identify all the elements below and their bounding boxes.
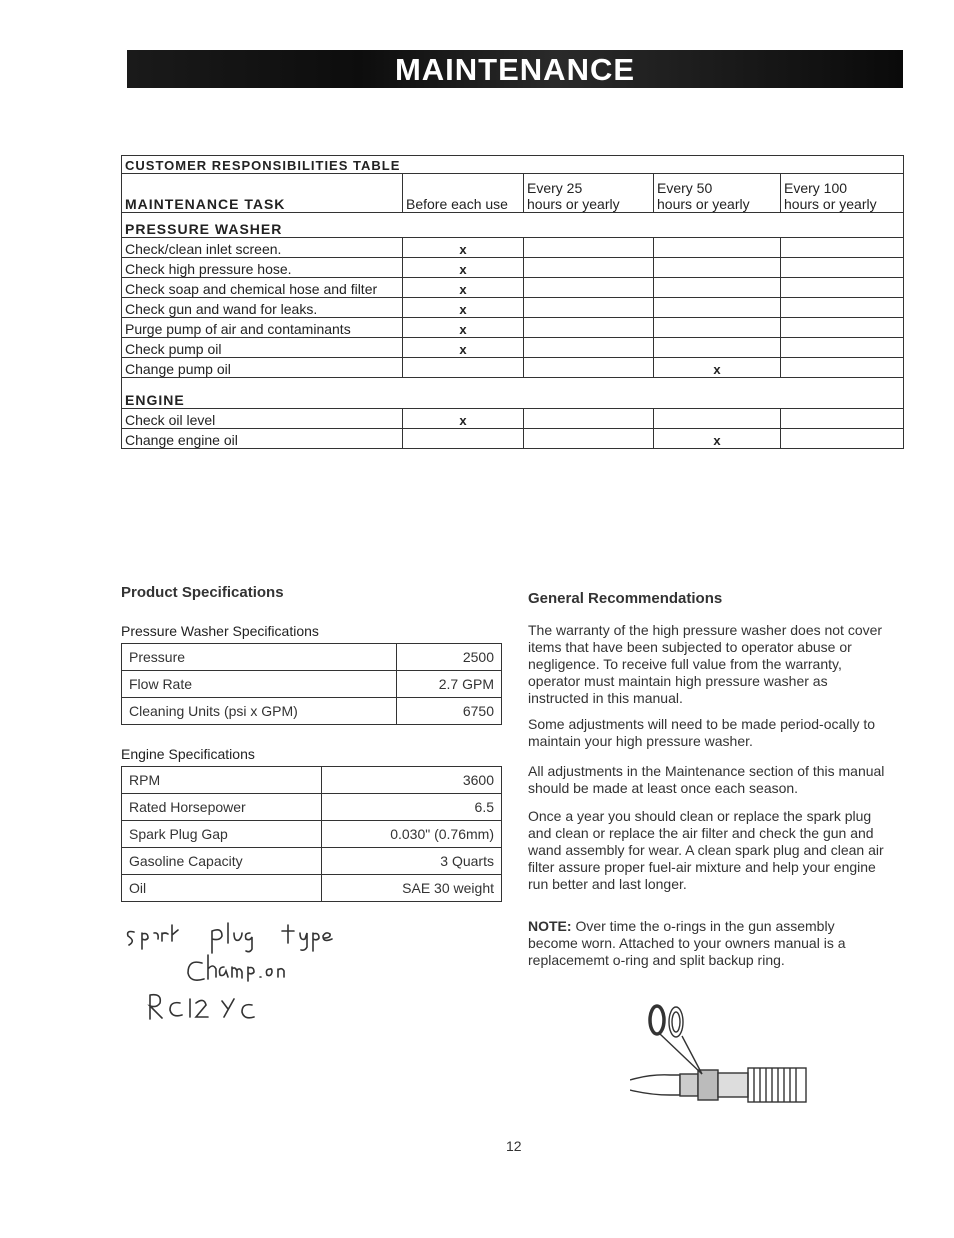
table-row <box>122 318 904 338</box>
task-cell: Check high pressure hose. <box>122 258 403 278</box>
note-paragraph <box>528 918 888 969</box>
column-header-top: Every 25 <box>527 180 583 196</box>
schedule-mark-cell <box>781 409 904 429</box>
schedule-mark-cell <box>654 318 781 338</box>
spec-row <box>122 671 502 698</box>
schedule-mark-cell <box>781 358 904 378</box>
task-cell: Purge pump of air and contaminants <box>122 318 403 338</box>
task-cell: Change pump oil <box>122 358 403 378</box>
column-header-bottom: hours or yearly <box>784 196 877 212</box>
column-header <box>524 174 654 213</box>
pressure-washer-specs-table <box>121 643 502 725</box>
table-row <box>122 278 904 298</box>
spec-value: 3600 <box>321 767 501 794</box>
schedule-mark-cell <box>781 238 904 258</box>
spec-label: Pressure <box>122 644 397 671</box>
schedule-mark-cell <box>781 298 904 318</box>
schedule-mark-cell <box>781 429 904 449</box>
column-header-bottom: hours or yearly <box>657 196 750 212</box>
product-specs-heading: Product Specifications <box>121 584 284 601</box>
schedule-mark-cell <box>524 238 654 258</box>
column-header <box>403 174 524 213</box>
schedule-mark-cell: x <box>403 238 524 258</box>
maintenance-table-body <box>122 156 904 449</box>
column-header <box>781 174 904 213</box>
header-banner <box>127 50 903 88</box>
maintenance-table <box>121 155 904 449</box>
pressure-washer-specs-heading: Pressure Washer Specifications <box>121 623 319 639</box>
task-cell: Change engine oil <box>122 429 403 449</box>
schedule-mark-cell <box>654 258 781 278</box>
engine-specs-heading: Engine Specifications <box>121 746 255 762</box>
table-row <box>122 258 904 278</box>
warranty-paragraph: The warranty of the high pressure washer does not cover items that have been subjected to operator abuse or negligence. To receive full value from the warranty, operator must maintain high pressure washer as instructed in this manual. <box>528 622 883 706</box>
gun-assembly-illustration <box>630 1000 810 1110</box>
schedule-mark-cell <box>524 338 654 358</box>
spec-row <box>122 794 502 821</box>
column-header <box>122 174 403 213</box>
table-caption: CUSTOMER RESPONSIBILITIES TABLE <box>122 156 904 174</box>
general-recommendations-heading: General Recommendations <box>528 590 723 607</box>
section-heading: PRESSURE WASHER <box>122 213 904 238</box>
column-header-bottom: MAINTENANCE TASK <box>125 196 286 212</box>
spec-value: 3 Quarts <box>321 848 501 875</box>
engine-specs-table <box>121 766 502 902</box>
table-row <box>122 298 904 318</box>
note-text: Over time the o-rings in the gun assembly become worn. Attached to your owners manual is a replacememt o-ring and split backup ring. <box>528 918 846 968</box>
schedule-mark-cell <box>781 278 904 298</box>
schedule-mark-cell <box>524 258 654 278</box>
task-cell: Check oil level <box>122 409 403 429</box>
note-label: NOTE: <box>528 918 572 934</box>
column-header-bottom: hours or yearly <box>527 196 620 212</box>
column-header-top: Every 100 <box>784 180 848 196</box>
table-row <box>122 409 904 429</box>
spec-label: Flow Rate <box>122 671 397 698</box>
table-row <box>122 338 904 358</box>
schedule-mark-cell <box>654 298 781 318</box>
spec-label: RPM <box>122 767 322 794</box>
spec-value: 6.5 <box>321 794 501 821</box>
schedule-mark-cell: x <box>403 338 524 358</box>
adjustments-paragraph: Some adjustments will need to be made period-ocally to maintain your high pressure washer. <box>528 716 876 749</box>
spec-value: 6750 <box>396 698 501 725</box>
schedule-mark-cell: x <box>403 278 524 298</box>
spec-row <box>122 848 502 875</box>
schedule-mark-cell: x <box>403 258 524 278</box>
spec-value: SAE 30 weight <box>321 875 501 902</box>
schedule-mark-cell: x <box>403 298 524 318</box>
spec-label: Gasoline Capacity <box>122 848 322 875</box>
schedule-mark-cell: x <box>403 409 524 429</box>
schedule-mark-cell <box>524 429 654 449</box>
spec-row <box>122 644 502 671</box>
o-ring-icon <box>650 1006 664 1034</box>
schedule-mark-cell <box>524 278 654 298</box>
seasonal-paragraph: All adjustments in the Maintenance section of this manual should be made at least once each season. <box>528 763 885 796</box>
handwritten-note <box>120 915 420 1030</box>
spark-plug-paragraph: Once a year you should clean or replace the spark plug and clean or replace the air filter and check the gun and wand assembly for wear. A clean spark plug and clean air filter assure proper fuel-air mixture and help your engine run better and last longer. <box>528 808 884 892</box>
task-cell: Check soap and chemical hose and filter <box>122 278 403 298</box>
page-title: MAINTENANCE <box>394 52 636 87</box>
schedule-mark-cell <box>524 409 654 429</box>
schedule-mark-cell <box>781 318 904 338</box>
schedule-mark-cell <box>403 429 524 449</box>
schedule-mark-cell <box>654 409 781 429</box>
spec-value: 2500 <box>396 644 501 671</box>
spec-label: Oil <box>122 875 322 902</box>
page-number: 12 <box>506 1138 522 1154</box>
spec-label: Rated Horsepower <box>122 794 322 821</box>
schedule-mark-cell <box>654 338 781 358</box>
spec-row <box>122 821 502 848</box>
table-header-row <box>122 174 904 213</box>
schedule-mark-cell <box>524 358 654 378</box>
task-cell: Check/clean inlet screen. <box>122 238 403 258</box>
spec-label: Cleaning Units (psi x GPM) <box>122 698 397 725</box>
schedule-mark-cell <box>403 358 524 378</box>
spec-row <box>122 767 502 794</box>
spec-value: 2.7 GPM <box>396 671 501 698</box>
spec-row <box>122 698 502 725</box>
spec-label: Spark Plug Gap <box>122 821 322 848</box>
section-heading: ENGINE <box>122 378 904 409</box>
section-row <box>122 378 904 409</box>
task-cell: Check gun and wand for leaks. <box>122 298 403 318</box>
schedule-mark-cell: x <box>654 429 781 449</box>
schedule-mark-cell <box>781 258 904 278</box>
table-row <box>122 238 904 258</box>
schedule-mark-cell: x <box>654 358 781 378</box>
spec-value: 0.030" (0.76mm) <box>321 821 501 848</box>
schedule-mark-cell <box>524 298 654 318</box>
table-caption-row <box>122 156 904 174</box>
schedule-mark-cell <box>654 278 781 298</box>
column-header-top: Every 50 <box>657 180 713 196</box>
schedule-mark-cell <box>654 238 781 258</box>
table-row <box>122 358 904 378</box>
table-row <box>122 429 904 449</box>
task-cell: Check pump oil <box>122 338 403 358</box>
column-header-bottom: Before each use <box>406 196 508 212</box>
section-row <box>122 213 904 238</box>
column-header <box>654 174 781 213</box>
schedule-mark-cell: x <box>403 318 524 338</box>
spec-row <box>122 875 502 902</box>
schedule-mark-cell <box>524 318 654 338</box>
schedule-mark-cell <box>781 338 904 358</box>
